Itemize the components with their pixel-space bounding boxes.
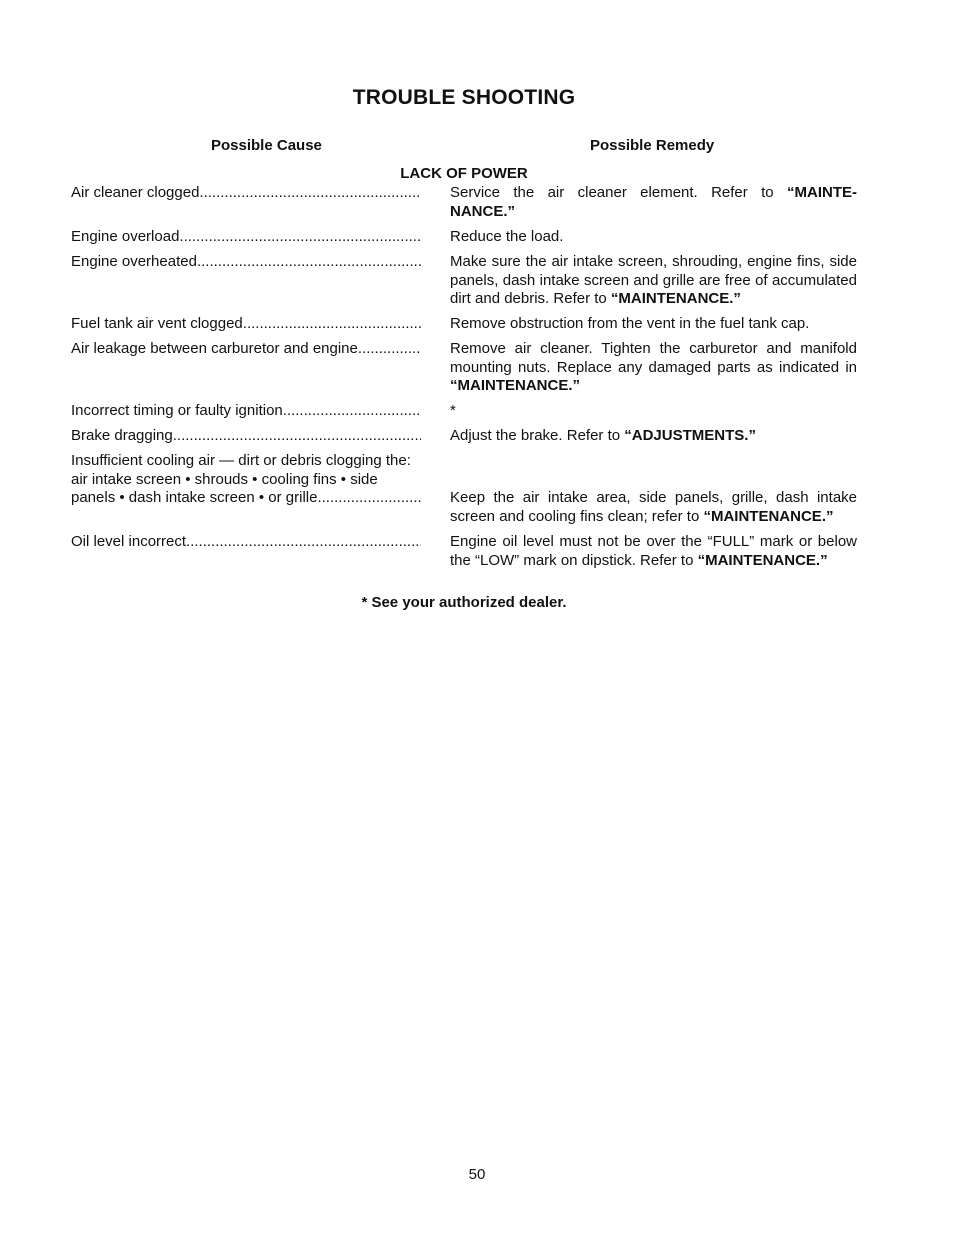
cause-text: Oil level incorrect: [71, 533, 187, 550]
remedy-reference: “MAINTENANCE.”: [450, 377, 580, 395]
remedy-text: Service the air cleaner element. Refer to: [450, 184, 787, 201]
dot-leader: [199, 184, 421, 203]
remedy-reference: “MAINTENANCE.”: [610, 290, 741, 308]
dot-leader: [317, 489, 421, 508]
page-title: TROUBLE SHOOTING: [352, 86, 576, 109]
possible-remedy: [450, 315, 857, 334]
dot-leader: [358, 340, 421, 359]
cause-text: air intake screen • shrouds • cooling fins • side: [71, 470, 378, 488]
possible-cause: [71, 402, 421, 421]
possible-cause: [71, 184, 421, 203]
possible-remedy: [450, 228, 857, 247]
cause-text: Air leakage between carburetor and engine: [71, 340, 358, 357]
dot-leader: [197, 253, 421, 272]
possible-cause: [71, 452, 421, 508]
possible-remedy: [450, 340, 857, 396]
remedy-reference: “MAINTENANCE.”: [697, 551, 828, 569]
possible-remedy: [450, 427, 857, 446]
cause-text: Incorrect timing or faulty ignition: [71, 402, 283, 419]
remedy-text: Engine oil level must not be over the “FULL” mark or below the “LOW” mark on dipstick. Refer to: [450, 533, 857, 569]
cause-text: Engine overheated: [71, 253, 197, 270]
possible-remedy: [450, 489, 857, 526]
possible-remedy: [450, 253, 857, 309]
remedy-column-header: Possible Remedy: [590, 137, 715, 154]
possible-cause: [71, 253, 421, 272]
section-heading: LACK OF POWER: [400, 165, 528, 182]
cause-text: Engine overload: [71, 228, 180, 245]
remedy-text: *: [450, 402, 456, 419]
dot-leader: [179, 228, 421, 247]
possible-cause: [71, 315, 421, 334]
dot-leader: [283, 402, 421, 421]
possible-cause: [71, 427, 421, 446]
possible-remedy: [450, 184, 857, 221]
cause-text: Fuel tank air vent clogged: [71, 315, 243, 332]
possible-cause: [71, 533, 421, 552]
remedy-text: Reduce the load.: [450, 228, 564, 245]
cause-text: Insufficient cooling air — dirt or debris clogging the:: [71, 452, 411, 469]
cause-column-header: Possible Cause: [211, 137, 322, 154]
possible-cause: [71, 228, 421, 247]
remedy-text: Remove obstruction from the vent in the fuel tank cap.: [450, 315, 810, 332]
dot-leader: [243, 315, 421, 334]
remedy-reference: “ADJUSTMENTS.”: [624, 427, 756, 444]
dot-leader: [186, 533, 421, 552]
remedy-text: Remove air cleaner. Tighten the carburetor and manifold mounting nuts. Replace any damaged parts as indicated in: [450, 340, 857, 376]
footnote: * See your authorized dealer.: [361, 594, 567, 611]
remedy-text: Make sure the air intake screen, shrouding, engine fins, side panels, dash intake screen and grille are free of accumulated dirt and debris. Refer to: [450, 253, 857, 308]
page-number: 50: [468, 1166, 486, 1183]
dot-leader: [173, 427, 421, 446]
cause-text: Brake dragging: [71, 427, 173, 444]
possible-cause: [71, 340, 421, 359]
possible-remedy: [450, 533, 857, 570]
remedy-reference: “MAINTENANCE.”: [703, 507, 834, 525]
remedy-reference: “MAINTE-NANCE.”: [450, 184, 857, 220]
remedy-text: Keep the air intake area, side panels, grille, dash intake screen and cooling fins clean; refer to: [450, 489, 857, 525]
cause-text: panels • dash intake screen • or grille: [71, 489, 318, 507]
cause-text: Air cleaner clogged: [71, 184, 200, 201]
remedy-text: Adjust the brake. Refer to: [450, 427, 625, 444]
possible-remedy: [450, 402, 857, 421]
